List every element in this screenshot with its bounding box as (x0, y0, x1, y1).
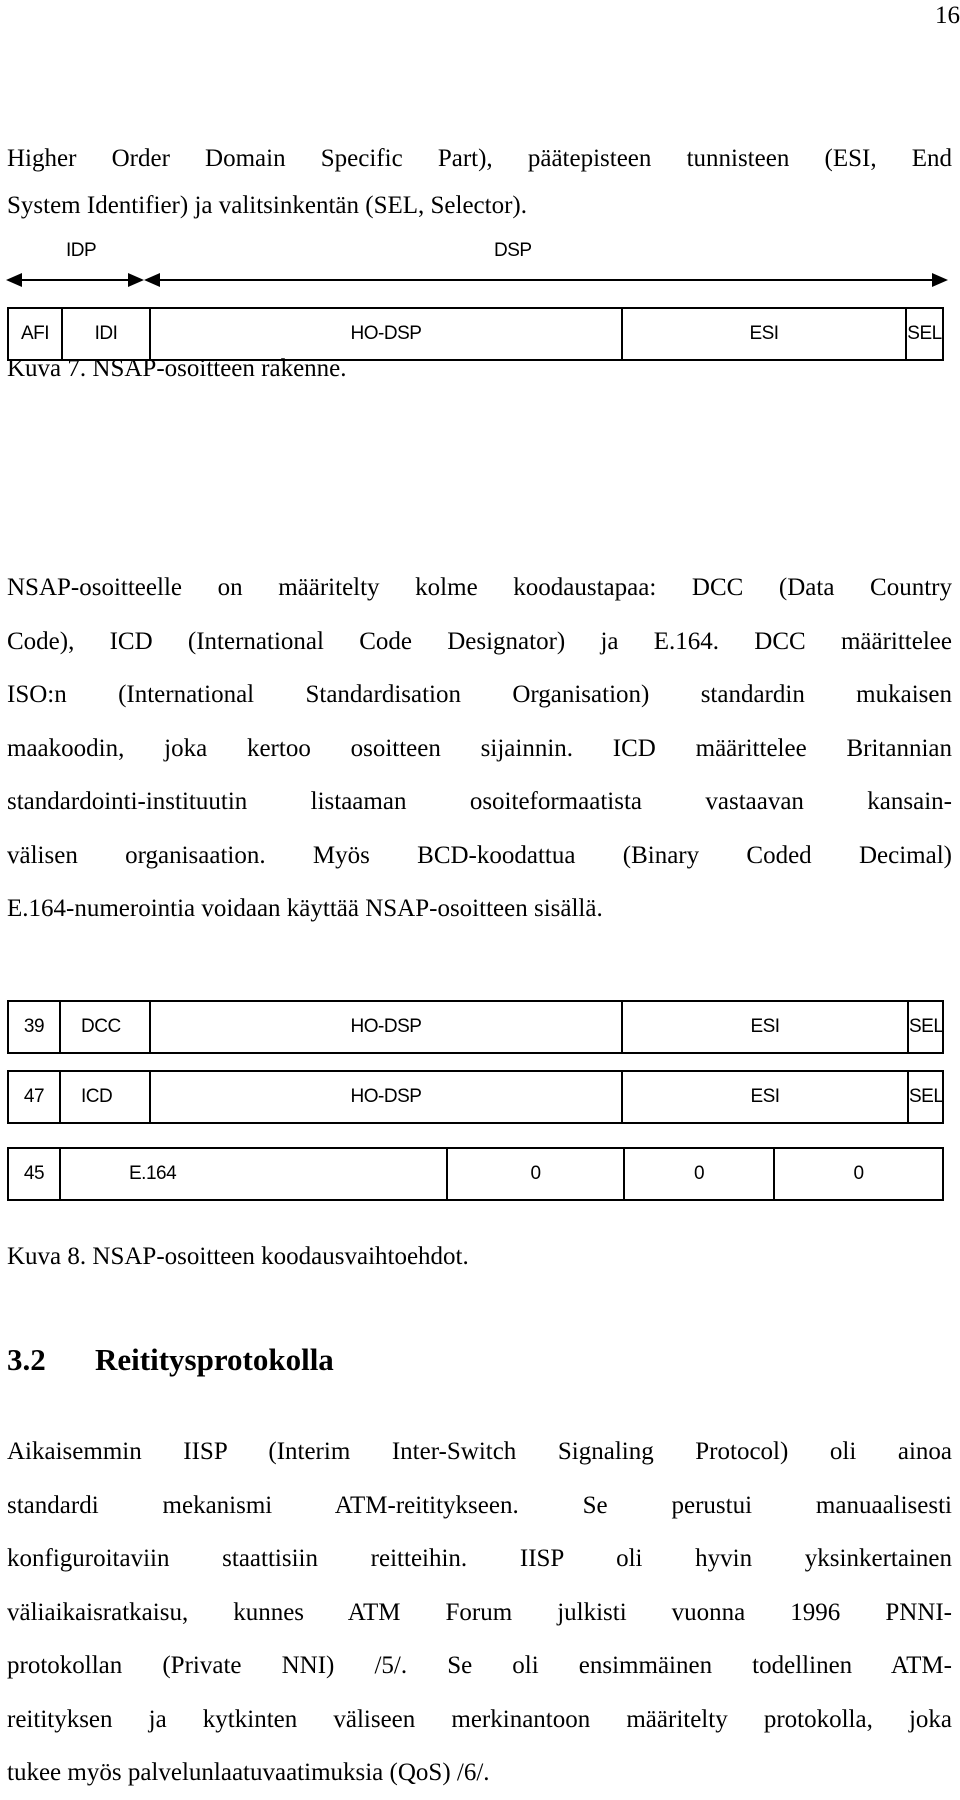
idi-type: DCC (81, 1016, 121, 1037)
text-line: maakoodin, joka kertoo osoitteen sijainnin. ICD määrittelee Britannian (7, 734, 952, 762)
sel-value: SEL (909, 1016, 944, 1037)
afi-value: 39 (23, 1016, 45, 1037)
idi-type: ICD (81, 1086, 113, 1107)
text-line: konfiguroitaviin staattisiin reitteihin. IISP oli hyvin yksinkertainen (7, 1545, 952, 1572)
text-line: E.164-numerointia voidaan käyttää NSAP-osoitteen sisällä. (7, 895, 603, 922)
text-line: Code), ICD (International Code Designator) ja E.164. DCC määrittelee (7, 627, 952, 655)
figure-caption: Kuva 8. NSAP-osoitteen koodausvaihtoehdot. (7, 1243, 469, 1270)
afi-value: 45 (23, 1163, 45, 1184)
afi-value: 47 (23, 1086, 45, 1107)
text-line: reitityksen ja kytkinten väliseen merkinantoon määritelty protokolla, joka (7, 1705, 952, 1733)
text-line: NSAP-osoitteelle on määritelty kolme koodaustapaa: DCC (Data Country (7, 574, 952, 601)
esi-value: ESI (750, 1016, 780, 1037)
text-line: standardointi-instituutin listaaman osoiteformaatista vastaavan kansain- (7, 788, 952, 815)
sel-value: SEL (909, 1086, 944, 1107)
text-line: tukee myös palvelunlaatuvaatimuksia (QoS) /6/. (7, 1759, 490, 1786)
routing-paragraph (7, 1425, 952, 1800)
text-line: System Identifier) ja valitsinkentän (SEL, Selector). (7, 191, 527, 219)
esi-value: ESI (750, 1086, 780, 1107)
text-line: väliaikaisratkaisu, kunnes ATM Forum julkisti vuonna 1996 PNNI- (7, 1598, 952, 1626)
field-afi: AFI (20, 323, 50, 344)
ho-dsp-value: HO-DSP (350, 1016, 422, 1037)
text-line: Higher Order Domain Specific Part), päätepisteen tunnisteen (ESI, End (7, 145, 952, 172)
field-sel: SEL (907, 323, 942, 344)
text-line: Aikaisemmin IISP (Interim Inter-Switch Signaling Protocol) oli ainoa (7, 1438, 952, 1465)
dsp-label: DSP (494, 240, 532, 261)
text-line: protokollan (Private NNI) /5/. Se oli ensimmäinen todellinen ATM- (7, 1652, 952, 1679)
figure-caption: Kuva 7. NSAP-osoitteen rakenne. (7, 355, 347, 382)
section-title: Reititysprotokolla (95, 1342, 334, 1377)
coding-row-icd (7, 1070, 944, 1124)
coding-row-dcc (7, 1000, 944, 1054)
section-number: 3.2 (7, 1342, 46, 1377)
sel-value: 0 (853, 1163, 864, 1184)
ho-dsp-value: HO-DSP (350, 1086, 422, 1107)
esi-value: 0 (693, 1163, 705, 1184)
field-ho-dsp: HO-DSP (350, 323, 422, 344)
ho-dsp-value: 0 (530, 1163, 541, 1184)
field-esi: ESI (749, 323, 779, 344)
idi-type: E.164 (129, 1163, 177, 1184)
text-line: standardi mekanismi ATM-reititykseen. Se perustui manuaalisesti (7, 1491, 952, 1519)
text-line: ISO:n (International Standardisation Organisation) standardin mukaisen (7, 681, 952, 708)
text-line: välisen organisaation. Myös BCD-koodattua (Binary Coded Decimal) (7, 841, 952, 869)
page-number: 16 (935, 2, 960, 29)
field-idi: IDI (94, 323, 118, 344)
coding-row-e164 (7, 1147, 944, 1201)
section-heading (7, 1342, 334, 1378)
idp-label: IDP (66, 240, 97, 261)
